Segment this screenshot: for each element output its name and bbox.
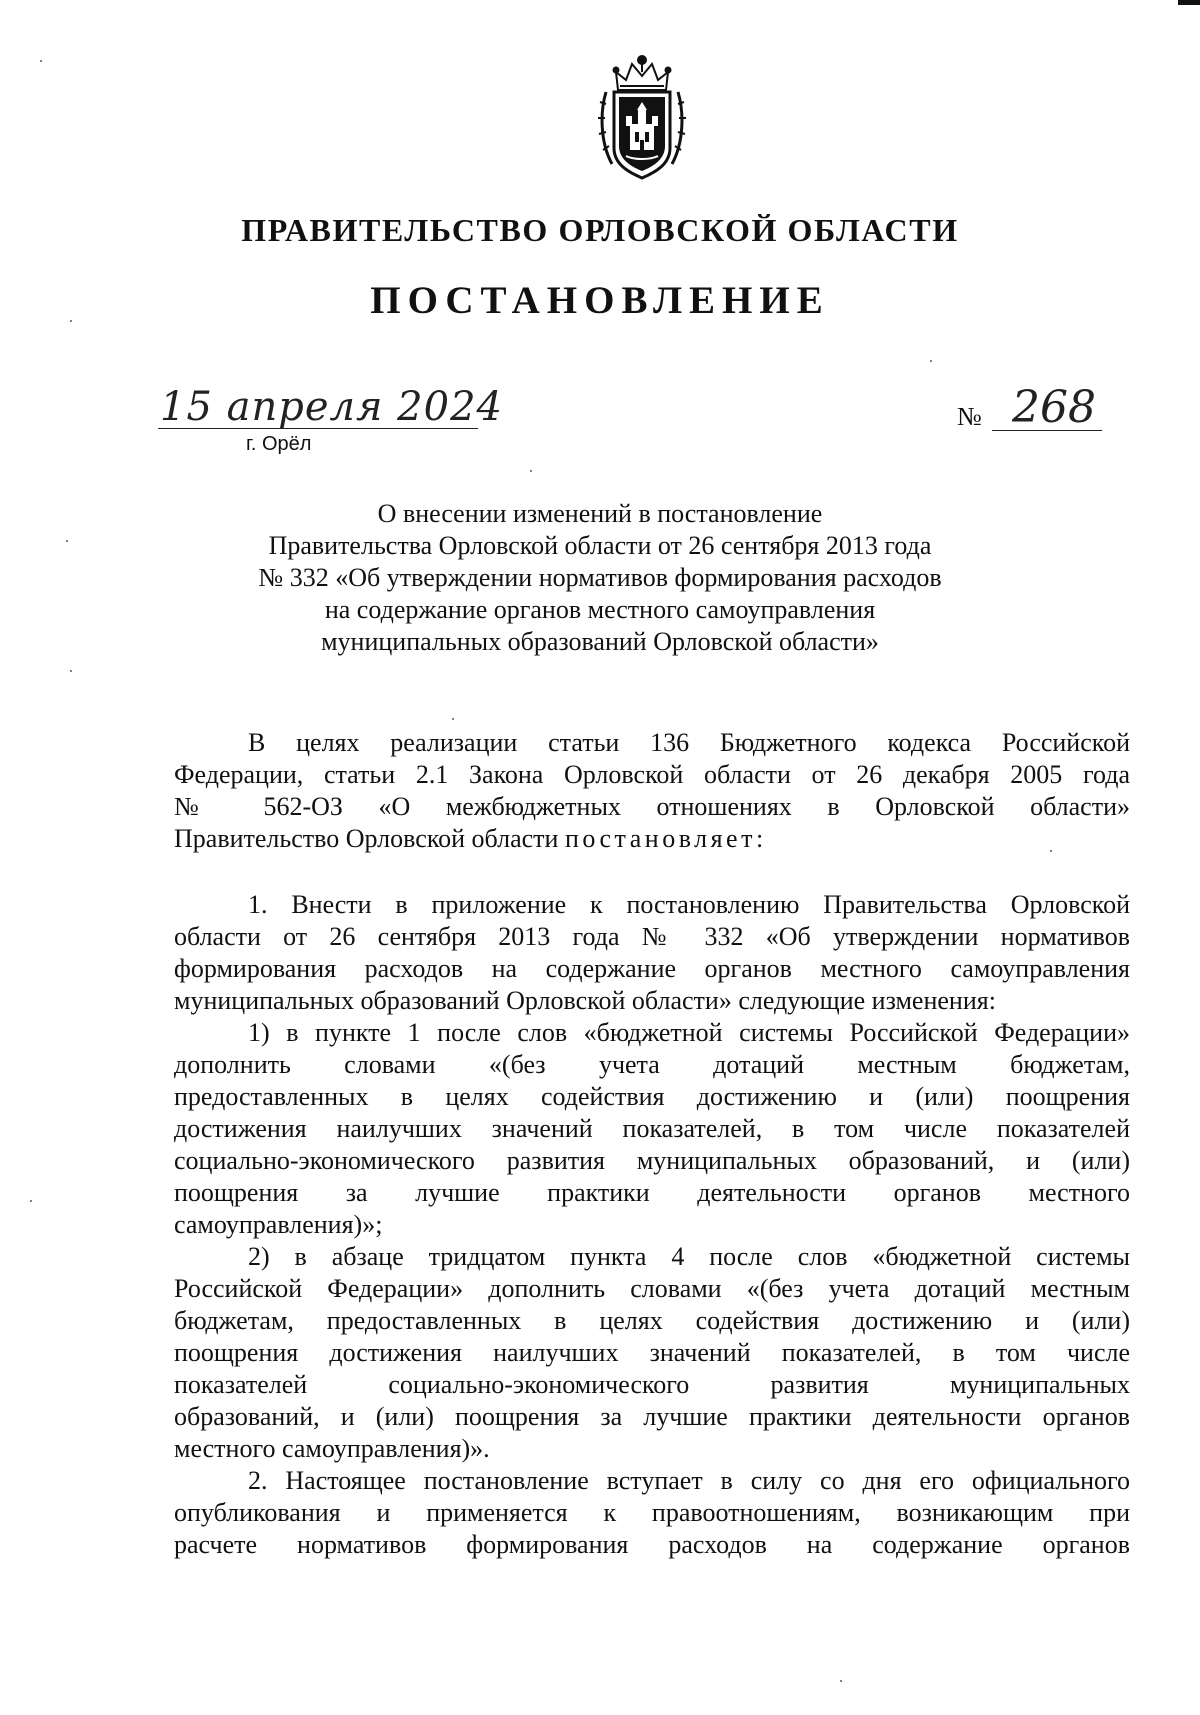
body-line: предоставленных в целях содействия достижению и (или) поощрения <box>174 1082 1130 1111</box>
subject-line: муниципальных образований Орловской области» <box>321 627 879 656</box>
scan-corner-mark <box>1178 0 1200 5</box>
body-line: В целях реализации статьи 136 Бюджетного кодекса Российской <box>248 728 1130 757</box>
document-body <box>174 727 1130 1561</box>
date-underline <box>158 428 478 429</box>
scan-speck <box>70 670 72 672</box>
scan-speck <box>840 1680 842 1682</box>
body-line: социально-экономического развития муниципальных образований, и (или) <box>174 1146 1130 1175</box>
scan-speck <box>66 540 68 542</box>
number-sign: № <box>957 402 982 431</box>
subject-line: О внесении изменений в постановление <box>377 499 823 528</box>
subject-line: № 332 «Об утверждении нормативов формирования расходов <box>258 563 942 592</box>
subject-line: Правительства Орловской области от 26 сентября 2013 года <box>268 531 932 560</box>
preamble-prefix: Правительство Орловской области <box>174 824 565 853</box>
scan-speck <box>30 1200 32 1202</box>
body-line <box>174 823 1130 855</box>
number-underline <box>992 430 1102 431</box>
preamble-paragraph <box>174 727 1130 855</box>
body-line: образований, и (или) поощрения за лучшие практики деятельности органов <box>174 1402 1130 1431</box>
handwritten-number: 268 <box>1012 382 1096 433</box>
handwritten-date: 15 апреля 2024 <box>160 384 503 430</box>
scan-speck <box>930 360 932 362</box>
subitem-1-paragraph <box>174 1017 1130 1241</box>
body-line: Российской Федерации» дополнить словами «(без учета дотаций местным <box>174 1274 1130 1303</box>
scan-speck <box>70 320 72 322</box>
document-type-title: ПОСТАНОВЛЕНИЕ <box>370 279 830 322</box>
body-line: 2. Настоящее постановление вступает в силу со дня его официального <box>248 1466 1130 1495</box>
body-line: поощрения за лучшие практики деятельности органов местного <box>174 1178 1130 1207</box>
body-line: самоуправления)»; <box>174 1210 383 1239</box>
place-of-issue: г. Орёл <box>246 433 312 455</box>
subject-line: на содержание органов местного самоуправления <box>324 595 876 624</box>
scan-speck <box>452 718 454 720</box>
body-line: бюджетам, предоставленных в целях содействия достижению и (или) <box>174 1306 1130 1335</box>
scan-speck <box>40 60 42 62</box>
subitem-2-paragraph <box>174 1241 1130 1465</box>
scan-speck <box>1050 850 1052 852</box>
paragraph-gap <box>174 855 1130 889</box>
body-line: местного самоуправления)». <box>174 1434 490 1463</box>
body-line: муниципальных образований Орловской области» следующие изменения: <box>174 986 996 1015</box>
body-line: 1. Внести в приложение к постановлению Правительства Орловской <box>248 890 1130 919</box>
body-line: дополнить словами «(без учета дотаций местным бюджетам, <box>174 1050 1130 1079</box>
body-line: формирования расходов на содержание органов местного самоуправления <box>174 954 1130 983</box>
body-line: 2) в абзаце тридцатом пункта 4 после слов «бюджетной системы <box>248 1242 1130 1271</box>
body-line: опубликования и применяется к правоотношениям, возникающим при <box>174 1498 1130 1527</box>
organization-title: ПРАВИТЕЛЬСТВО ОРЛОВСКОЙ ОБЛАСТИ <box>241 212 959 248</box>
item-1-paragraph <box>174 889 1130 1017</box>
body-line: 1) в пункте 1 после слов «бюджетной системы Российской Федерации» <box>248 1018 1130 1047</box>
body-line: Федерации, статьи 2.1 Закона Орловской области от 26 декабря 2005 года <box>174 760 1130 789</box>
body-line: достижения наилучших значений показателей, в том числе показателей <box>174 1114 1130 1143</box>
body-line: поощрения достижения наилучших значений показателей, в том числе <box>174 1338 1130 1367</box>
body-line: расчете нормативов формирования расходов на содержание органов <box>174 1530 1130 1559</box>
item-2-paragraph <box>174 1465 1130 1561</box>
scan-speck <box>530 470 532 472</box>
document-subject <box>200 498 1000 658</box>
body-line: области от 26 сентября 2013 года № 332 «Об утверждении нормативов <box>174 922 1130 951</box>
body-line: № 562-ОЗ «О межбюджетных отношениях в Орловской области» <box>174 792 1130 821</box>
resolves-word: постановляет: <box>564 824 767 853</box>
coat-of-arms-icon <box>596 52 688 184</box>
body-line: показателей социально-экономического развития муниципальных <box>174 1370 1130 1399</box>
